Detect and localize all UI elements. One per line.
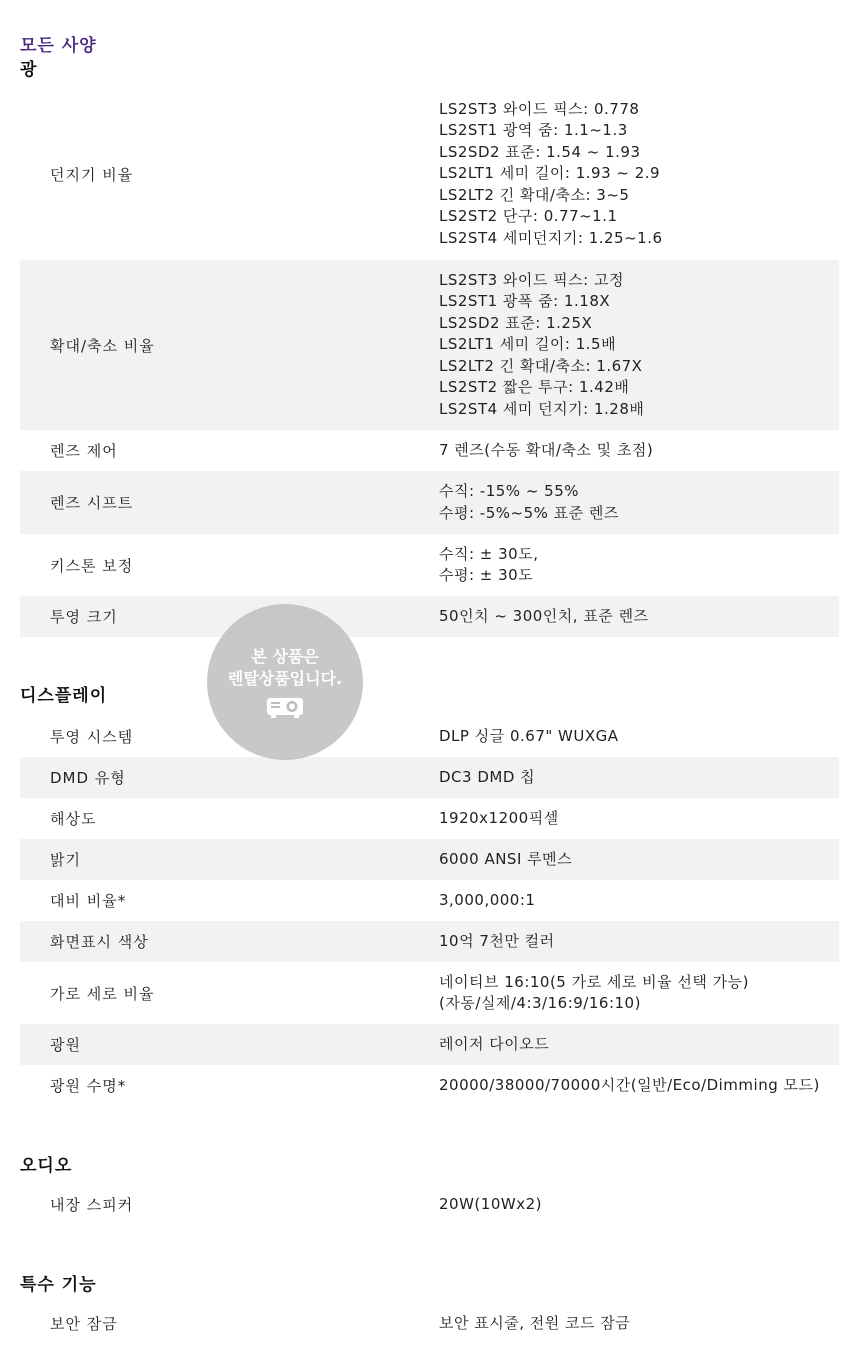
spec-row-resolution (20, 798, 839, 839)
spec-label: 내장 스피커 (50, 1196, 134, 1214)
spec-value (439, 1034, 839, 1056)
spec-label: 가로 세로 비율 (50, 984, 155, 1003)
spec-value-line: 10억 7천만 컬러 (439, 931, 555, 950)
spec-value-line: 레이저 다이오드 (439, 1034, 550, 1053)
spec-value (439, 544, 839, 587)
section-title-light: 광 (20, 60, 38, 80)
spec-label: 밝기 (50, 851, 81, 869)
spec-value-line: 수평: -5%~5% 표준 렌즈 (439, 503, 619, 522)
spec-value-line: (자동/실제/4:3/16:9/16:10) (439, 994, 641, 1012)
spec-value-line: LS2LT1 세미 길이: 1.5배 (439, 335, 617, 354)
spec-value-line: 3,000,000:1 (439, 890, 536, 909)
spec-value-line: 7 렌즈(수동 확대/축소 및 초점) (439, 440, 654, 459)
spec-value-line: LS2ST4 세미던지기: 1.25~1.6 (439, 228, 663, 247)
spec-value-line: LS2ST2 짧은 투구: 1.42배 (439, 378, 630, 397)
spec-label: 보안 잠금 (50, 1315, 118, 1333)
spec-row-keystone (20, 534, 839, 596)
spec-row-display-color (20, 921, 839, 962)
spec-label: 대비 비율* (50, 892, 127, 910)
spec-row-security-lock (20, 1303, 839, 1344)
spec-value-line: LS2LT2 긴 확대/축소: 1.67X (439, 356, 643, 375)
spec-row-light-source (20, 1024, 839, 1065)
spec-value-line: 20000/38000/70000시간(일반/Eco/Dimming 모드) (439, 1075, 820, 1094)
spec-value (439, 972, 839, 1015)
spec-value-line: LS2ST1 광폭 줌: 1.18X (439, 292, 611, 311)
spec-value-line: 수직: -15% ~ 55% (439, 482, 579, 500)
spec-value-line: DC3 DMD 칩 (439, 767, 536, 786)
spec-label: 던지기 비율 (50, 165, 134, 184)
spec-label: 키스톤 보정 (50, 556, 134, 575)
section-title-display: 디스플레이 (20, 686, 108, 706)
spec-value-line: 50인치 ~ 300인치, 표준 렌즈 (439, 606, 649, 625)
section-title-audio: 오디오 (20, 1156, 73, 1176)
spec-value-line: 보안 표시줄, 전원 코드 잠금 (439, 1313, 631, 1332)
spec-value-line: LS2ST3 와이드 픽스: 고정 (439, 270, 624, 289)
spec-label: 광원 수명* (50, 1077, 127, 1095)
spec-label: 렌즈 제어 (50, 442, 118, 460)
spec-value-line: LS2ST3 와이드 픽스: 0.778 (439, 99, 640, 118)
spec-value (439, 890, 839, 912)
projector-icon (265, 695, 305, 719)
spec-row-throw-ratio (20, 88, 839, 260)
rental-badge-line2: 렌탈상품입니다. (227, 669, 343, 688)
spec-value-line: DLP 싱글 0.67" WUXGA (439, 726, 619, 745)
spec-label: 광원 (50, 1036, 81, 1054)
spec-value-line: 6000 ANSI 루멘스 (439, 849, 573, 868)
spec-label: 렌즈 시프트 (50, 494, 134, 512)
spec-value-line: 네이티브 16:10(5 가로 세로 비율 선택 가능) (439, 972, 749, 991)
spec-value-line: LS2SD2 표준: 1.25X (439, 313, 593, 332)
spec-value (439, 808, 839, 830)
rental-badge-line1: 본 상품은 (251, 647, 319, 666)
spec-row-projection-system (20, 716, 839, 757)
spec-value-line: LS2LT1 세미 길이: 1.93 ~ 2.9 (439, 164, 661, 183)
spec-value (439, 1313, 839, 1335)
spec-table-audio (20, 1184, 839, 1225)
spec-value-line: 1920x1200픽셀 (439, 808, 559, 827)
spec-value (439, 726, 839, 748)
spec-label: 확대/축소 비율 (50, 336, 155, 355)
spec-value-line: LS2LT2 긴 확대/축소: 3~5 (439, 185, 630, 204)
spec-table-display (20, 716, 839, 1106)
spec-table-light (20, 88, 839, 637)
spec-value-line: LS2SD2 표준: 1.54 ~ 1.93 (439, 142, 641, 161)
spec-table-special (20, 1303, 839, 1344)
spec-label: 화면표시 색상 (50, 933, 149, 951)
spec-label: 투영 크기 (50, 608, 118, 626)
spec-value-line: 수평: ± 30도 (439, 566, 534, 584)
spec-value (439, 1194, 839, 1216)
all-specs-heading: 모든 사양 (20, 36, 97, 56)
spec-value (439, 606, 839, 628)
spec-row-zoom-ratio (20, 260, 839, 430)
spec-value (439, 1075, 839, 1097)
spec-value (439, 270, 839, 421)
spec-label: DMD 유형 (50, 769, 126, 787)
spec-row-dmd-type (20, 757, 839, 798)
spec-value (439, 440, 839, 462)
spec-value (439, 99, 839, 250)
spec-row-aspect-ratio (20, 962, 839, 1024)
spec-label: 투영 시스템 (50, 728, 134, 746)
spec-row-projection-size (20, 596, 839, 637)
spec-row-contrast (20, 880, 839, 921)
spec-value-line: LS2ST1 광역 줌: 1.1~1.3 (439, 121, 628, 140)
spec-value (439, 931, 839, 953)
spec-label: 해상도 (50, 810, 97, 828)
spec-value (439, 767, 839, 789)
spec-value-line: LS2ST4 세미 던지기: 1.28배 (439, 399, 645, 418)
spec-row-light-life (20, 1065, 839, 1106)
spec-row-brightness (20, 839, 839, 880)
spec-value (439, 849, 839, 871)
rental-badge (207, 604, 363, 760)
spec-value-line: 20W(10Wx2) (439, 1194, 542, 1213)
spec-row-lens-shift (20, 471, 839, 534)
spec-row-lens-control (20, 430, 839, 471)
spec-row-speaker (20, 1184, 839, 1225)
spec-value-line: 수직: ± 30도, (439, 544, 539, 563)
spec-value-line: LS2ST2 단구: 0.77~1.1 (439, 207, 618, 226)
spec-value (439, 481, 839, 524)
section-title-special: 특수 기능 (20, 1275, 97, 1295)
